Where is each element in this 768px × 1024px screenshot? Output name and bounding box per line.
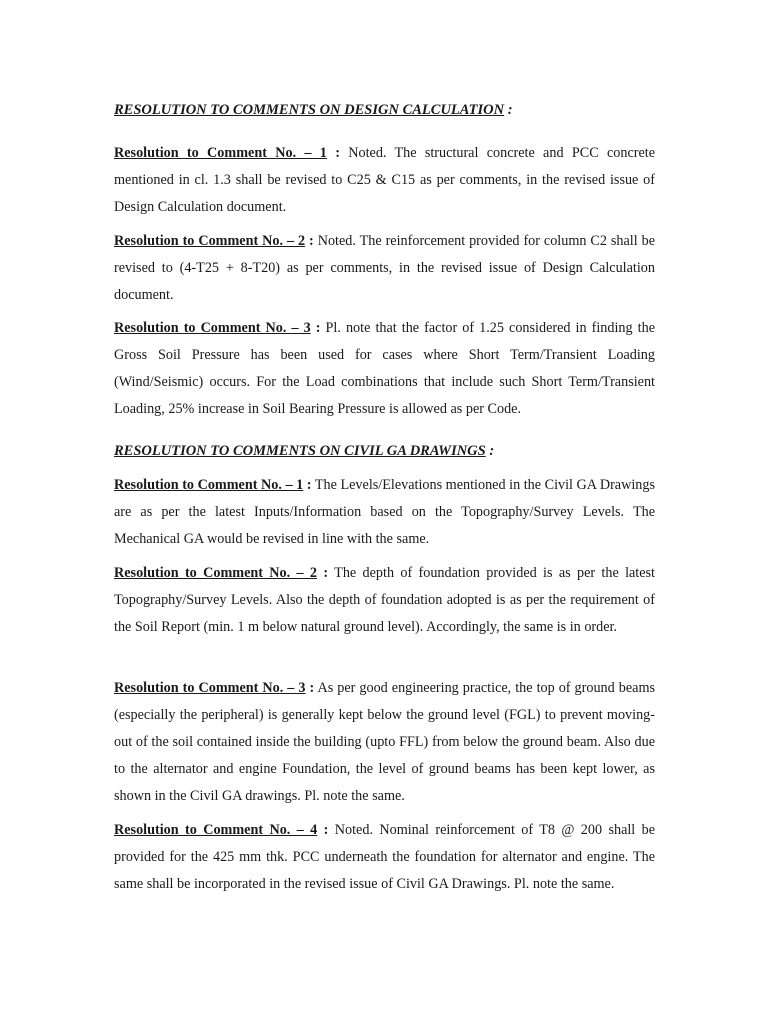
resolution-label: Resolution to Comment No. – 3 :	[114, 680, 315, 696]
design-resolution-3	[114, 315, 655, 423]
civil-resolution-3	[114, 675, 655, 810]
design-resolution-2	[114, 228, 655, 309]
design-resolution-1	[114, 140, 655, 221]
section-heading-civil-ga-drawings: RESOLUTION TO COMMENTS ON CIVIL GA DRAWINGS :	[114, 443, 495, 459]
section-heading-design-calculation: RESOLUTION TO COMMENTS ON DESIGN CALCULATION :	[114, 102, 513, 118]
civil-resolution-1	[114, 472, 655, 553]
resolution-text: Pl. note that the factor of 1.25 considered in finding the Gross Soil Pressure has been used for cases where Short Term/Transient Loading (Wind/Seismic) occurs. For the Load combinations that include such Short Term/Transient Loading, 25% increase in Soil Bearing Pressure is allowed as per Code.	[114, 320, 655, 417]
resolution-text: The Levels/Elevations mentioned in the Civil GA Drawings are as per the latest Inputs/Information based on the Topography/Survey Levels. The Mechanical GA would be revised in line with the same.	[114, 477, 655, 547]
resolution-label: Resolution to Comment No. – 2 :	[114, 565, 329, 581]
resolution-text: Noted. Nominal reinforcement of T8 @ 200 shall be provided for the 425 mm thk. PCC underneath the foundation for alternator and engine. The same shall be incorporated in the revised issue of Civil GA Drawings. Pl. note the same.	[114, 822, 656, 892]
civil-resolution-2	[114, 560, 655, 641]
resolution-text: The depth of foundation provided is as per the latest Topography/Survey Levels. Also the depth of foundation adopted is as per the requirement of the Soil Report (min. 1 m below natural ground level). Accordingly, the same is in order.	[114, 565, 656, 635]
resolution-label: Resolution to Comment No. – 3 :	[114, 320, 321, 336]
resolution-text: As per good engineering practice, the top of ground beams (especially the peripheral) is generally kept below the ground level (FGL) to prevent moving-out of the soil contained inside the building (upto FFL) from below the ground beam. Also due to the alternator and engine Foundation, the level of ground beams has been kept lower, as shown in the Civil GA drawings. Pl. note the same.	[114, 680, 655, 804]
resolution-label: Resolution to Comment No. – 2 :	[114, 233, 314, 249]
civil-resolution-4	[114, 817, 655, 898]
resolution-label: Resolution to Comment No. – 4 :	[114, 822, 329, 838]
resolution-text: Noted. The reinforcement provided for column C2 shall be revised to (4-T25 + 8-T20) as per comments, in the revised issue of Design Calculation document.	[114, 233, 656, 303]
resolution-label: Resolution to Comment No. – 1 :	[114, 477, 312, 493]
resolution-label: Resolution to Comment No. – 1 :	[114, 145, 340, 161]
resolution-text: Noted. The structural concrete and PCC concrete mentioned in cl. 1.3 shall be revised to C25 & C15 as per comments, in the revised issue of Design Calculation document.	[114, 145, 655, 215]
